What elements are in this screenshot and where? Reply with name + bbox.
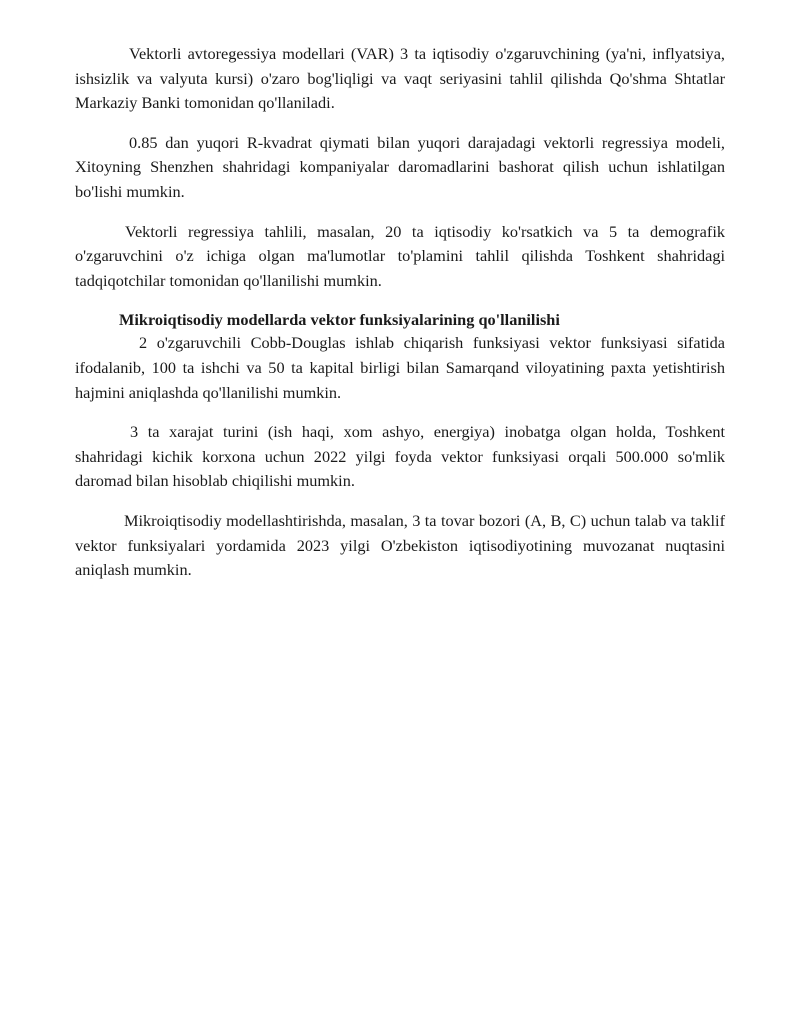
document-page (75, 42, 725, 598)
section-heading: Mikroiqtisodiy modellarda vektor funksiyalarining qo'llanilishi (119, 310, 560, 330)
paragraph-var-models: Vektorli avtoregessiya modellari (VAR) 3 ta iqtisodiy o'zgaruvchining (ya'ni, inflyatsiya, ishsizlik va valyuta kursi) o'zaro bog'liqligi va vaqt seriyasini tahlil qilishda Qo'shma Shtatlar Markaziy Banki tomonidan qo'llaniladi. (75, 44, 725, 113)
paragraph-cost-types: 3 ta xarajat turini (ish haqi, xom ashyo, energiya) inobatga olgan holda, Toshkent shahridagi kichik korxona uchun 2022 yilgi foyda vektor funksiyasi orqali 500.000 so'mlik daromad bilan hisoblab chiqilishi mumkin. (75, 422, 725, 491)
paragraph-market-equilibrium: Mikroiqtisodiy modellashtirishda, masalan, 3 ta tovar bozori (A, B, C) uchun talab va taklif vektor funksiyalari yordamida 2023 yilgi O'zbekiston iqtisodiyotining muvozanat nuqtasini aniqlash mumkin. (75, 510, 725, 580)
paragraph-regression-analysis: Vektorli regressiya tahlili, masalan, 20 ta iqtisodiy ko'rsatkich va 5 ta demografik o'zgaruvchini o'z ichiga olgan ma'lumotlar to'plamini tahlil qilishda Toshkent shahridagi tadqiqotchilar tomonidan qo'llanilishi mumkin. (75, 221, 725, 290)
paragraph-cobb-douglas: 2 o'zgaruvchili Cobb-Douglas ishlab chiqarish funksiyasi vektor funksiyasi sifatida ifodalanib, 100 ta ishchi va 50 ta kapital birligi bilan Samarqand viloyatining paxta yetishtirish hajmini aniqlashda qo'llanilishi mumkin. (75, 333, 725, 402)
paragraph-r-squared: 0.85 dan yuqori R-kvadrat qiymati bilan yuqori darajadagi vektorli regressiya modeli, Xitoyning Shenzhen shahridagi kompaniyalar daromadlarini bashorat qilish uchun ishlatilgan bo'lishi mumkin. (75, 132, 725, 201)
